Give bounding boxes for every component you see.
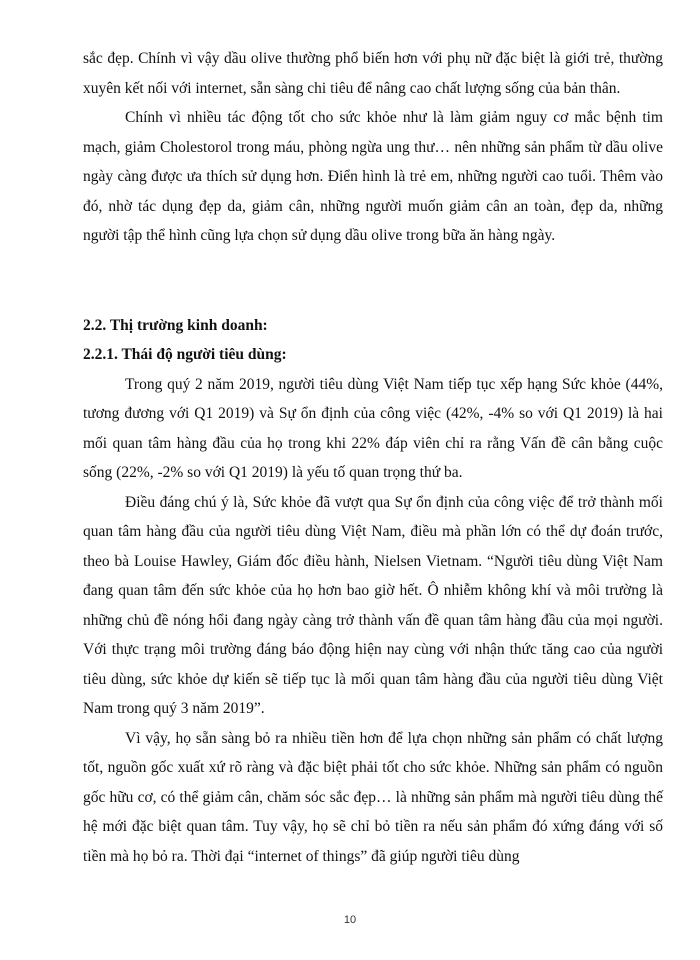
paragraph-intro: sắc đẹp. Chính vì vậy dầu olive thường phổ biến hơn với phụ nữ đặc biệt là giới trẻ, thường xuyên kết nối với internet, sẵn sàng chi tiêu để nâng cao chất lượng sống của bản thân. <box>83 50 663 97</box>
document-page <box>83 44 663 871</box>
paragraph-health-benefits: Chính vì nhiều tác động tốt cho sức khỏe như là làm giảm nguy cơ mắc bệnh tim mạch, giảm Cholestorol trong máu, phòng ngừa ung thư… nên những sản phẩm từ dầu olive ngày càng được ưa thích sử dụng hơn. Điển hình là trẻ em, những người cao tuổi. Thêm vào đó, nhờ tác dụng đẹp da, giảm cân, những người muốn giảm cân an toàn, đẹp da, những người tập thể hình cũng lựa chọn sử dụng dầu olive trong bữa ăn hàng ngày. <box>83 109 663 244</box>
paragraph-spending: Vì vậy, họ sẵn sàng bỏ ra nhiều tiền hơn để lựa chọn những sản phẩm có chất lượng tốt, nguồn gốc xuất xứ rõ ràng và đặc biệt phải tốt cho sức khỏe. Những sản phẩm có nguồn gốc hữu cơ, có thể giảm cân, chăm sóc sắc đẹp… là những sản phẩm mà người tiêu dùng thế hệ mới đặc biệt quan tâm. Tuy vậy, họ sẽ chỉ bỏ tiền ra nếu sản phẩm đó xứng đáng với số tiền mà họ bỏ ra. Thời đại “internet of things” đã giúp người tiêu dùng <box>83 729 663 865</box>
heading-consumer-attitude: 2.2.1. Thái độ người tiêu dùng: <box>83 346 287 363</box>
paragraph-q2-2019: Trong quý 2 năm 2019, người tiêu dùng Việt Nam tiếp tục xếp hạng Sức khỏe (44%, tương đương với Q1 2019) và Sự ổn định của công việc (42%, -4% so với Q1 2019) là hai mối quan tâm hàng đầu của họ trong khi 22% đáp viên chỉ ra rằng Vấn đề cân bằng cuộc sống (22%, -2% so với Q1 2019) là yếu tố quan trọng thứ ba. <box>83 375 663 481</box>
heading-business-market: 2.2. Thị trường kinh doanh: <box>83 316 268 334</box>
paragraph-louise-hawley: Điều đáng chú ý là, Sức khỏe đã vượt qua Sự ổn định của công việc để trở thành mối quan tâm hàng đầu của người tiêu dùng Việt Nam, điều mà phần lớn có thể dự đoán trước, theo bà Louise Hawley, Giám đốc điều hành, Nielsen Vietnam. “Người tiêu dùng Việt Nam đang quan tâm đến sức khỏe của họ hơn bao giờ hết. Ô nhiễm không khí và môi trường là những chủ đề nóng hổi đang ngày càng trở thành vấn đề quan tâm hàng đầu của mọi người. Với thực trạng môi trường đáng báo động hiện nay cùng với nhận thức tăng cao của người tiêu dùng, sức khỏe dự kiến sẽ tiếp tục là mối quan tâm hàng đầu của người tiêu dùng Việt Nam trong quý 3 năm 2019”. <box>83 493 663 717</box>
page-number: 10 <box>343 914 357 926</box>
section-gap <box>83 251 663 311</box>
